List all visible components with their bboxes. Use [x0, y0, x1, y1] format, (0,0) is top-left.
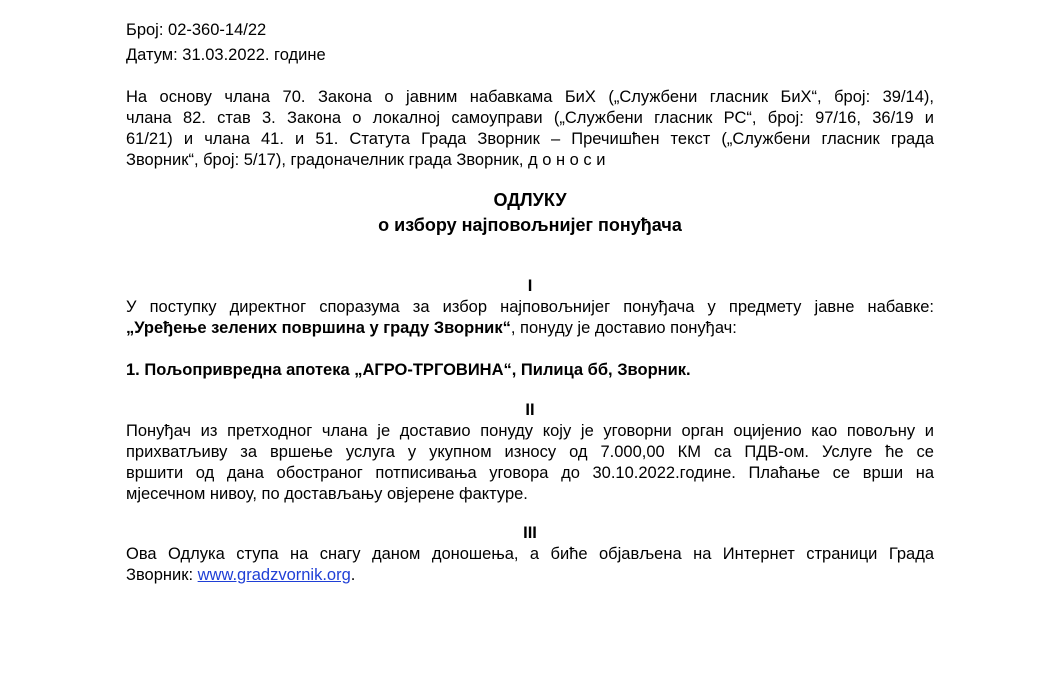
preamble-line-4: Зворник“, број: 5/17), градоначелник града Зворник, д о н о с и [126, 151, 606, 169]
section-3-line-2-prefix: Зворник: [126, 566, 198, 584]
section-2-line-3: вршити од дана обостраног потписивања уговора до 30.10.2022.године. Плаћање се врши на [126, 464, 934, 482]
city-website-link[interactable]: www.gradzvornik.org [197, 566, 351, 584]
section-1-numeral: I [527, 277, 533, 295]
section-2-numeral: II [525, 401, 535, 419]
section-3-line-2 [126, 565, 355, 585]
preamble-line-2: члана 82. став 3. Закона о локалној самоуправи („Службени гласник РС“, број: 97/16, 36/19 и [126, 109, 934, 127]
section-3-line-1: Ова Одлука ступа на снагу даном доношења, а биће објављена на Интернет страници Града [126, 545, 934, 563]
section-2-line-1: Понуђач из претходног члана је доставио понуду коју је уговорни орган оцијенио као повољну и [126, 422, 934, 440]
section-1-line-2 [126, 318, 737, 338]
section-2-line-2: прихватљиву за вршење услуга у укупном износу од 7.000,00 КМ са ПДВ-ом. Услуге ће се [126, 443, 934, 461]
decision-title: ОДЛУКУ [493, 190, 567, 210]
decision-subtitle: о избору најповољнијег понуђача [378, 215, 682, 235]
preamble-line-3: 61/21) и члана 41. и 51. Статута Града Зворник – Пречишћен текст („Службени гласник града [126, 130, 934, 148]
selected-bidder: 1. Пољопривредна апотека „АГРО-ТРГОВИНА“, Пилица бб, Зворник. [126, 361, 691, 379]
section-1-line-1: У поступку директног споразума за избор најповољнијег понуђача у предмету јавне набавке: [126, 298, 934, 316]
procurement-subject: „Уређење зелених површина у граду Зворник“ [126, 319, 511, 337]
section-3-numeral: III [523, 524, 537, 542]
section-3-line-2-suffix: . [350, 566, 356, 584]
section-1-line-2-rest: , понуду је доставио понуђач: [510, 319, 737, 337]
preamble-line-1: На основу члана 70. Закона о јавним набавкама БиХ („Службени гласник БиХ“, број: 39/14), [126, 88, 934, 106]
document-date: Датум: 31.03.2022. године [126, 46, 326, 64]
section-2-line-4: мјесечном нивоу, по достављању овјерене фактуре. [126, 485, 528, 503]
document-number: Број: 02-360-14/22 [126, 21, 267, 39]
